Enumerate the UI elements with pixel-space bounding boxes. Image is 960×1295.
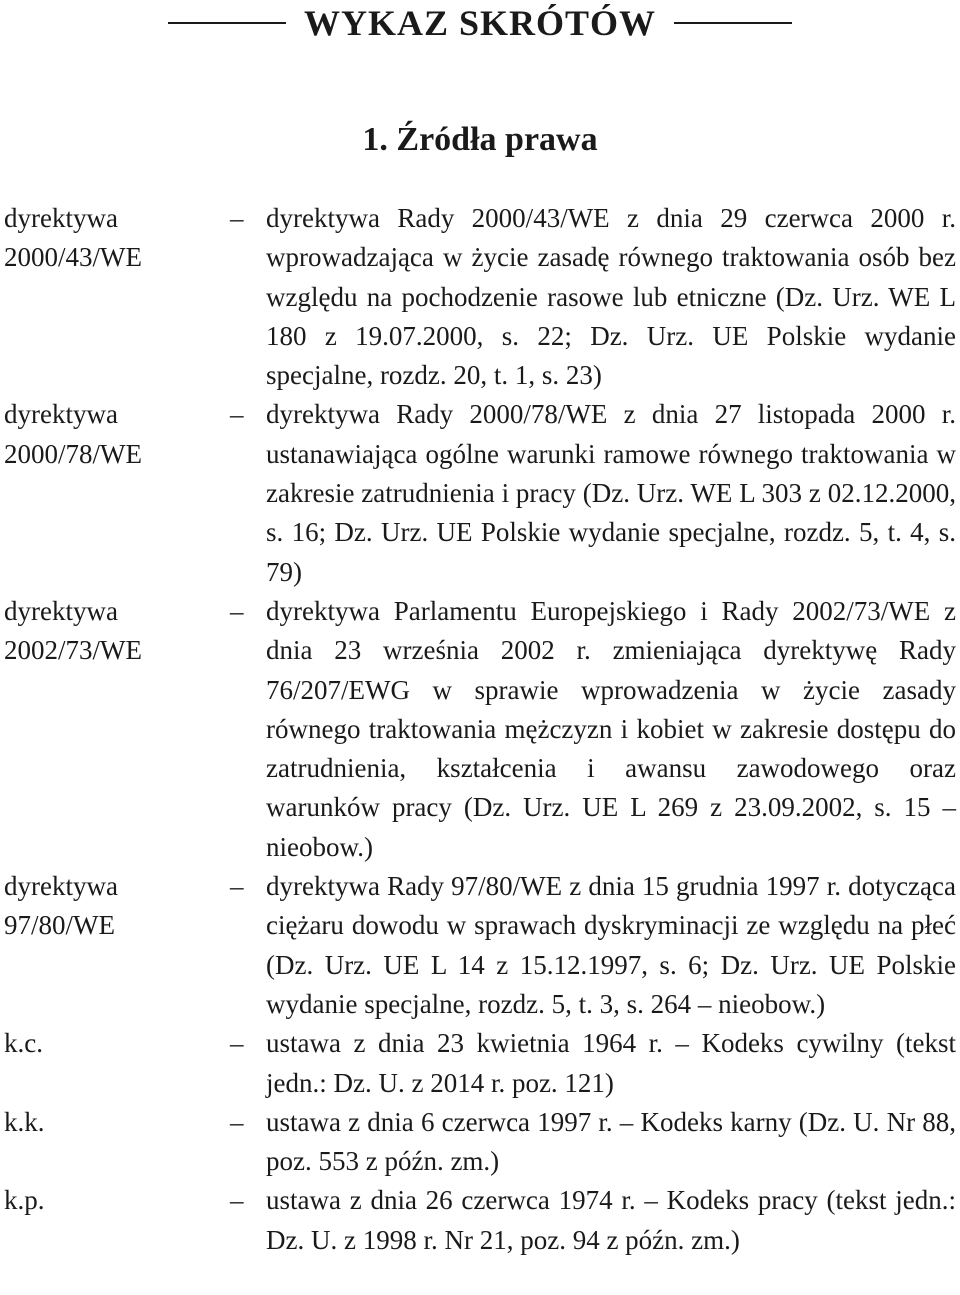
abbreviation-term-line: 2002/73/WE	[4, 635, 142, 666]
abbreviation-entry	[4, 1103, 956, 1182]
abbreviation-entry	[4, 592, 956, 867]
abbreviation-entry	[4, 199, 956, 395]
abbreviation-term	[4, 1181, 230, 1260]
header-rule-right	[674, 22, 792, 24]
page-title: WYKAZ SKRÓTÓW	[303, 3, 657, 43]
entry-dash: –	[230, 871, 244, 902]
entry-dash: –	[230, 1106, 244, 1137]
abbreviation-term	[4, 867, 230, 1024]
abbreviation-description: dyrektywa Rady 2000/43/WE z dnia 29 czerwca 2000 r. wprowadzająca w życie zasadę równego traktowania osób bez względu na pochodzenie rasowe lub etniczne (Dz. Urz. WE L 180 z 19.07.2000, s. 22; Dz. Urz. UE Polskie wydanie specjalne, rozdz. 20, t. 1, s. 23)	[266, 203, 956, 391]
abbreviation-term	[4, 1103, 230, 1182]
page-header	[0, 0, 960, 46]
abbreviation-entry	[4, 1181, 956, 1260]
abbreviation-term-line: k.k.	[4, 1106, 45, 1137]
abbreviation-description: dyrektywa Rady 97/80/WE z dnia 15 grudnia 1997 r. dotycząca ciężaru dowodu w sprawach dyskryminacji ze względu na płeć (Dz. Urz. UE L 14 z 15.12.1997, s. 6; Dz. Urz. UE Polskie wydanie specjalne, rozdz. 5, t. 3, s. 264 – nieobow.)	[266, 871, 956, 1019]
section-heading: 1. Źródła prawa	[362, 121, 598, 158]
abbreviation-term	[4, 199, 230, 395]
abbreviation-entry	[4, 1024, 956, 1103]
entry-dash: –	[230, 1185, 244, 1216]
abbreviation-description: ustawa z dnia 23 kwietnia 1964 r. – Kodeks cywilny (tekst jedn.: Dz. U. z 2014 r. poz. 121)	[266, 1028, 956, 1098]
abbreviation-term-line: dyrektywa	[4, 595, 118, 626]
abbreviation-term	[4, 1024, 230, 1103]
entry-dash: –	[230, 1028, 244, 1059]
abbreviation-entry	[4, 867, 956, 1024]
abbreviation-entry	[4, 395, 956, 591]
abbreviation-term-line: dyrektywa	[4, 871, 118, 902]
abbreviation-description: dyrektywa Parlamentu Europejskiego i Rady 2002/73/WE z dnia 23 września 2002 r. zmieniająca dyrektywę Rady 76/207/EWG w sprawie wprowadzenia w życie zasady równego traktowania mężczyzn i kobiet w zakresie dostępu do zatrudnienia, kształcenia i awansu zawodowego oraz warunków pracy (Dz. Urz. UE L 269 z 23.09.2002, s. 15 – nieobow.)	[266, 595, 956, 862]
abbreviation-term-line: 2000/43/WE	[4, 242, 142, 273]
abbreviation-term-line: k.c.	[4, 1028, 43, 1059]
entry-dash: –	[230, 399, 244, 430]
abbreviation-term	[4, 395, 230, 591]
entry-dash: –	[230, 203, 244, 233]
abbreviation-term-line: k.p.	[4, 1185, 45, 1216]
entry-dash: –	[230, 595, 244, 626]
abbreviation-description: ustawa z dnia 26 czerwca 1974 r. – Kodeks pracy (tekst jedn.: Dz. U. z 1998 r. Nr 21, poz. 94 z późn. zm.)	[266, 1185, 956, 1255]
abbreviation-term-line: 2000/78/WE	[4, 438, 142, 469]
abbreviation-description: ustawa z dnia 6 czerwca 1997 r. – Kodeks karny (Dz. U. Nr 88, poz. 553 z późn. zm.)	[266, 1106, 956, 1177]
abbreviation-term-line: dyrektywa	[4, 399, 118, 430]
abbreviation-term-line: 97/80/WE	[4, 910, 115, 941]
abbreviation-description: dyrektywa Rady 2000/78/WE z dnia 27 listopada 2000 r. ustanawiająca ogólne warunki ramowe równego traktowania w zakresie zatrudnienia i pracy (Dz. Urz. WE L 303 z 02.12.2000, s. 16; Dz. Urz. UE Polskie wydanie specjalne, rozdz. 5, t. 4, s. 79)	[266, 399, 956, 587]
abbreviation-term	[4, 592, 230, 867]
abbreviation-term-line: dyrektywa	[4, 203, 118, 233]
header-rule-left	[168, 22, 286, 24]
abbreviation-list	[4, 199, 956, 1260]
